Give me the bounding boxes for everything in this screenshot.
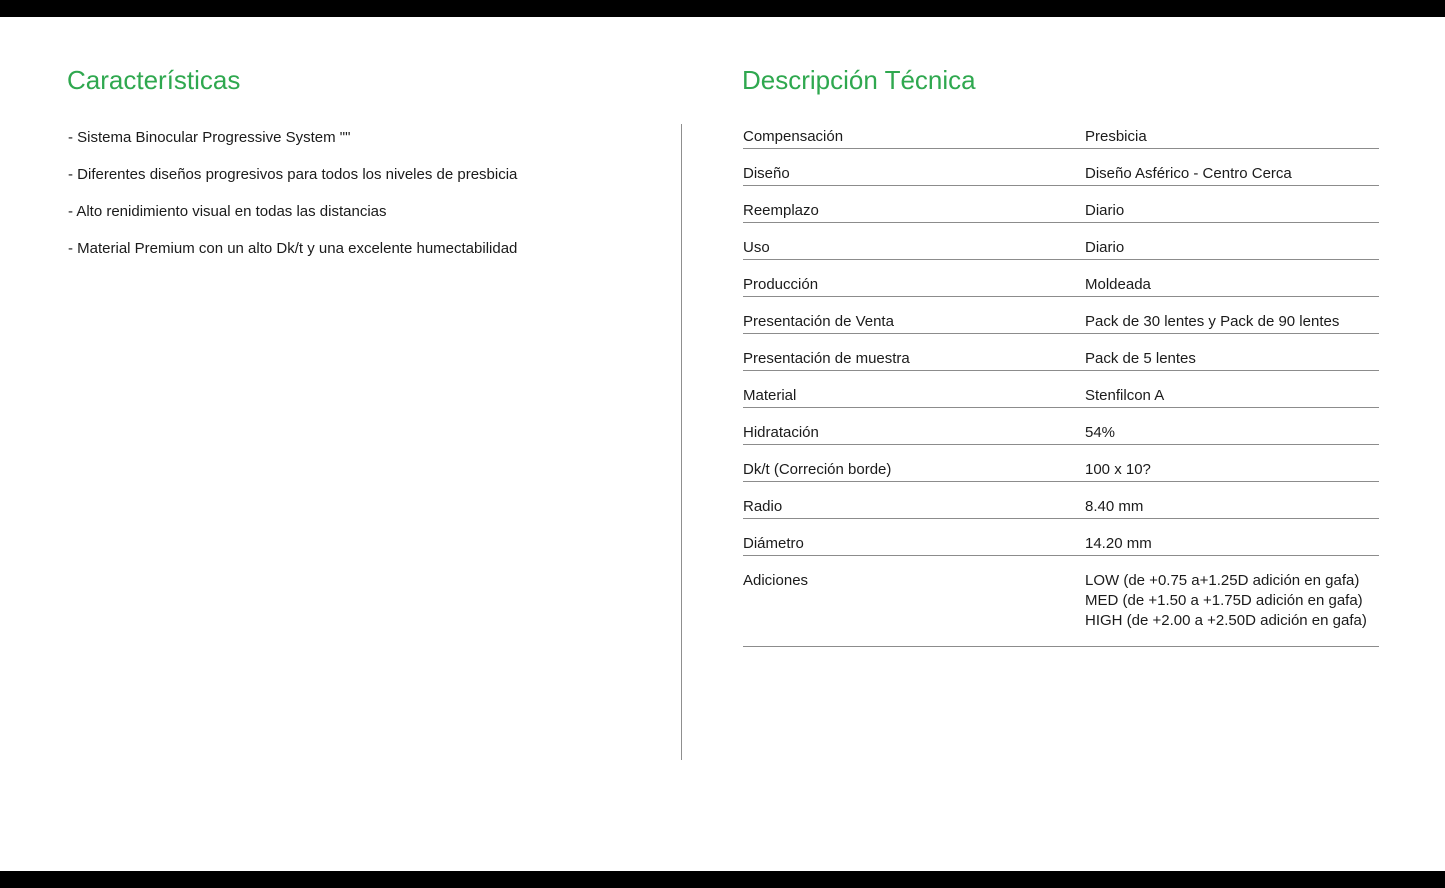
spec-row xyxy=(743,371,1379,408)
spec-label: Material xyxy=(743,387,797,404)
spec-row xyxy=(743,519,1379,556)
features-section xyxy=(67,64,647,267)
spec-row xyxy=(743,445,1379,482)
spec-row xyxy=(743,482,1379,519)
spec-value xyxy=(1085,571,1379,631)
specs-table xyxy=(742,112,1379,647)
specs-title: Descripción Técnica xyxy=(742,65,976,95)
column-divider xyxy=(681,124,682,760)
spec-value: Stenfilcon A xyxy=(1085,387,1165,404)
spec-row xyxy=(743,556,1379,647)
spec-row xyxy=(743,408,1379,445)
spec-value: Pack de 30 lentes y Pack de 90 lentes xyxy=(1085,313,1340,330)
specs-section xyxy=(742,64,1379,647)
spec-label: Dk/t (Correción borde) xyxy=(743,461,892,478)
spec-value: 14.20 mm xyxy=(1085,535,1152,552)
bottom-black-bar xyxy=(0,871,1445,888)
spec-value-line: HIGH (de +2.00 a +2.50D adición en gafa) xyxy=(1085,612,1367,629)
features-title: Características xyxy=(67,65,241,95)
spec-label: Diseño xyxy=(743,165,790,182)
spec-label: Compensación xyxy=(743,128,844,145)
spec-value: Diseño Asférico - Centro Cerca xyxy=(1085,165,1292,182)
spec-row xyxy=(743,223,1379,260)
top-black-bar xyxy=(0,0,1445,17)
spec-label: Reemplazo xyxy=(743,202,819,219)
spec-label: Uso xyxy=(743,239,770,256)
spec-label: Adiciones xyxy=(743,572,809,589)
spec-value: 8.40 mm xyxy=(1085,498,1144,515)
spec-value: Pack de 5 lentes xyxy=(1085,350,1196,367)
spec-label: Hidratación xyxy=(743,424,819,441)
spec-label: Radio xyxy=(743,498,783,515)
feature-item: - Alto renidimiento visual en todas las distancias xyxy=(68,203,387,220)
spec-row xyxy=(743,149,1379,186)
spec-value: Diario xyxy=(1085,202,1125,219)
spec-row xyxy=(743,297,1379,334)
features-list xyxy=(68,119,647,267)
spec-value: 100 x 10? xyxy=(1085,461,1151,478)
spec-label: Presentación de muestra xyxy=(743,350,910,367)
feature-item: - Material Premium con un alto Dk/t y una excelente humectabilidad xyxy=(68,240,518,257)
spec-value-line: LOW (de +0.75 a+1.25D adición en gafa) xyxy=(1085,572,1360,589)
spec-label: Diámetro xyxy=(743,535,804,552)
spec-row xyxy=(743,260,1379,297)
spec-row xyxy=(743,334,1379,371)
spec-label: Producción xyxy=(743,276,819,293)
spec-value-line: MED (de +1.50 a +1.75D adición en gafa) xyxy=(1085,592,1363,609)
spec-value: Diario xyxy=(1085,239,1125,256)
spec-label: Presentación de Venta xyxy=(743,313,894,330)
feature-item: - Diferentes diseños progresivos para todos los niveles de presbicia xyxy=(68,166,518,183)
spec-value: Moldeada xyxy=(1085,276,1151,293)
feature-item: - Sistema Binocular Progressive System "" xyxy=(68,129,351,146)
spec-row xyxy=(743,186,1379,223)
spec-row xyxy=(743,112,1379,149)
spec-value: Presbicia xyxy=(1085,128,1147,145)
spec-value: 54% xyxy=(1085,424,1116,441)
